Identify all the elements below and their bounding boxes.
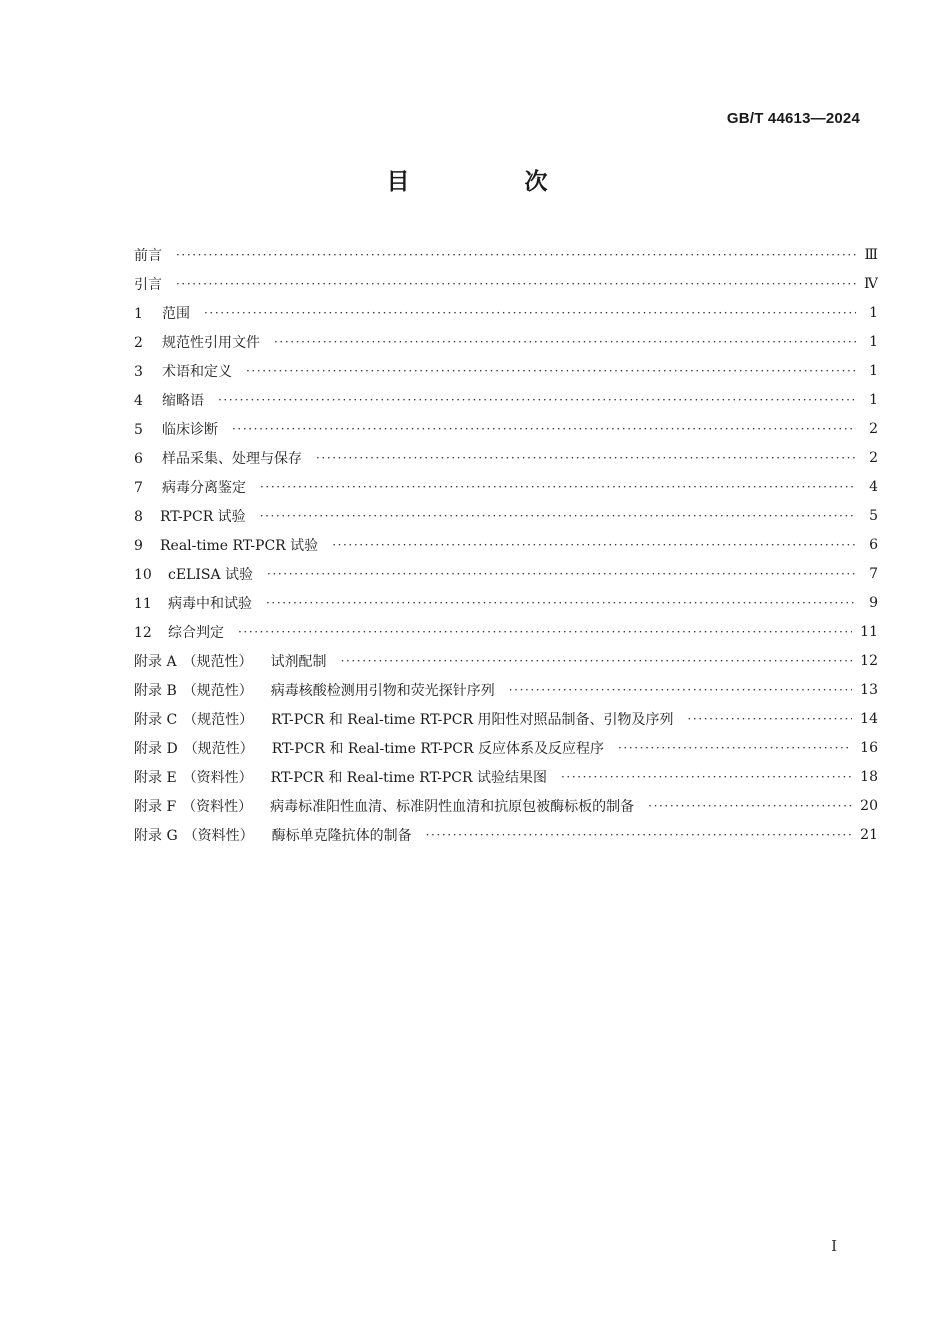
toc-entry-text: 酶标单克隆抗体的制备 [271, 827, 412, 844]
toc-entry-number: 附录 E [134, 769, 177, 786]
dot-leader [176, 277, 856, 291]
toc-page-number: 20 [860, 797, 878, 814]
toc-entry-annex-b[interactable] [134, 675, 878, 704]
toc-entry-category: （资料性） [183, 827, 254, 844]
toc-entry-text: RT-PCR 和 Real-time RT-PCR 用阳性对照品制备、引物及序列 [271, 711, 674, 728]
dot-leader [246, 364, 856, 378]
toc-entry-category: （规范性） [182, 682, 253, 699]
toc-page-number: 6 [869, 536, 878, 553]
toc-entry-number: 10 [134, 566, 152, 583]
dot-leader [176, 248, 856, 262]
toc-entry-text: 病毒分离鉴定 [162, 479, 246, 496]
toc-entry-number: 附录 A [134, 653, 177, 670]
toc-entry-annex-d[interactable] [134, 733, 878, 762]
page-number: I [831, 1237, 837, 1255]
toc-entry-text: RT-PCR 和 Real-time RT-PCR 反应体系及反应程序 [271, 740, 604, 757]
dot-leader [618, 741, 852, 755]
toc-entry-text: 病毒核酸检测用引物和荧光探针序列 [270, 682, 495, 699]
toc-entry-introduction[interactable] [134, 269, 878, 298]
toc-entry-text: 病毒中和试验 [168, 595, 252, 612]
toc-page-number: 11 [860, 623, 878, 640]
toc-entry-text: 综合判定 [168, 624, 224, 641]
dot-leader [266, 596, 856, 610]
toc-entry-text: RT-PCR 试验 [160, 508, 246, 525]
toc-page-number: 12 [860, 652, 878, 669]
toc-page-number: 4 [869, 478, 878, 495]
dot-leader [509, 683, 852, 697]
toc-entry-text: Real-time RT-PCR 试验 [160, 537, 319, 554]
toc-page-number: 1 [869, 304, 878, 321]
toc-entry-annex-e[interactable] [134, 762, 878, 791]
toc-entry-number: 附录 B [134, 682, 177, 699]
toc-entry-number: 5 [134, 421, 143, 438]
dot-leader [341, 654, 853, 668]
toc-entry-3[interactable] [134, 356, 878, 385]
dot-leader [260, 509, 856, 523]
dot-leader [332, 538, 856, 552]
toc-entry-11[interactable] [134, 588, 878, 617]
toc-page-number: 18 [860, 768, 878, 785]
toc-entry-text: 试剂配制 [270, 653, 327, 670]
toc-page-number: 2 [869, 449, 878, 466]
toc-page-number: 1 [869, 391, 878, 408]
dot-leader [648, 799, 852, 813]
toc-entry-6[interactable] [134, 443, 878, 472]
toc-page-number: 14 [860, 710, 878, 727]
dot-leader [232, 422, 856, 436]
toc-entry-category: （资料性） [182, 769, 253, 786]
toc-entry-category: （规范性） [183, 711, 254, 728]
toc-entry-annex-c[interactable] [134, 704, 878, 733]
dot-leader [426, 828, 853, 842]
toc-entry-7[interactable] [134, 472, 878, 501]
toc-entry-1[interactable] [134, 298, 878, 327]
toc-entry-text: 术语和定义 [162, 363, 232, 380]
toc-entry-number: 2 [134, 334, 143, 351]
toc-entry-10[interactable] [134, 559, 878, 588]
toc-entry-number: 附录 G [134, 827, 178, 844]
toc-page-number: 1 [869, 362, 878, 379]
toc-page-number: 16 [860, 739, 878, 756]
toc-entry-8[interactable] [134, 501, 878, 530]
toc-page-number: 13 [860, 681, 878, 698]
toc-page-number: 21 [860, 826, 878, 843]
toc-page-number: 5 [869, 507, 878, 524]
dot-leader [204, 306, 856, 320]
toc-entry-number: 附录 F [134, 798, 177, 815]
toc-entry-4[interactable] [134, 385, 878, 414]
toc-entry-text: cELISA 试验 [168, 566, 254, 583]
toc-entry-annex-f[interactable] [134, 791, 878, 820]
toc-entry-text: 样品采集、处理与保存 [162, 450, 302, 467]
toc-entry-12[interactable] [134, 617, 878, 646]
dot-leader [316, 451, 856, 465]
toc-title: 目 次 [386, 169, 594, 195]
toc-page-number: Ⅳ [864, 275, 878, 292]
toc-entry-annex-g[interactable] [134, 820, 878, 849]
toc-entry-text: 前言 [134, 247, 162, 264]
toc-page-number: Ⅲ [864, 246, 878, 263]
toc-entry-5[interactable] [134, 414, 878, 443]
dot-leader [218, 393, 856, 407]
toc-entry-annex-a[interactable] [134, 646, 878, 675]
toc-entry-number: 1 [134, 305, 143, 322]
toc-entry-text: 规范性引用文件 [162, 334, 260, 351]
toc-entry-category: （规范性） [182, 653, 253, 670]
toc-entry-text: 范围 [162, 305, 190, 322]
toc-entry-foreword[interactable] [134, 240, 878, 269]
toc-entry-number: 4 [134, 392, 143, 409]
toc-entry-number: 12 [134, 624, 152, 641]
dot-leader [267, 567, 856, 581]
toc-entry-number: 附录 D [134, 740, 178, 757]
toc-entry-number: 7 [134, 479, 143, 496]
toc-entry-number: 11 [134, 595, 152, 612]
standard-code: GB/T 44613—2024 [726, 110, 860, 127]
toc-entry-text: 临床诊断 [162, 421, 218, 438]
dot-leader [687, 712, 852, 726]
toc-entry-number: 6 [134, 450, 143, 467]
toc-entry-category: （规范性） [183, 740, 254, 757]
toc-entry-9[interactable] [134, 530, 878, 559]
toc-entry-number: 8 [134, 508, 143, 525]
toc-entry-category: （资料性） [182, 798, 253, 815]
toc-entry-number: 附录 C [134, 711, 178, 728]
table-of-contents [134, 240, 878, 849]
toc-entry-text: 引言 [134, 276, 162, 293]
dot-leader [238, 625, 852, 639]
toc-page-number: 1 [869, 333, 878, 350]
toc-page-number: 9 [869, 594, 878, 611]
dot-leader [274, 335, 856, 349]
dot-leader [260, 480, 856, 494]
toc-page-number: 2 [869, 420, 878, 437]
toc-page-number: 7 [869, 565, 878, 582]
toc-entry-2[interactable] [134, 327, 878, 356]
toc-entry-number: 3 [134, 363, 143, 380]
toc-entry-text: RT-PCR 和 Real-time RT-PCR 试验结果图 [270, 769, 547, 786]
toc-entry-number: 9 [134, 537, 143, 554]
dot-leader [561, 770, 852, 784]
toc-entry-text: 病毒标准阳性血清、标准阴性血清和抗原包被酶标板的制备 [270, 798, 635, 815]
toc-entry-text: 缩略语 [162, 392, 204, 409]
